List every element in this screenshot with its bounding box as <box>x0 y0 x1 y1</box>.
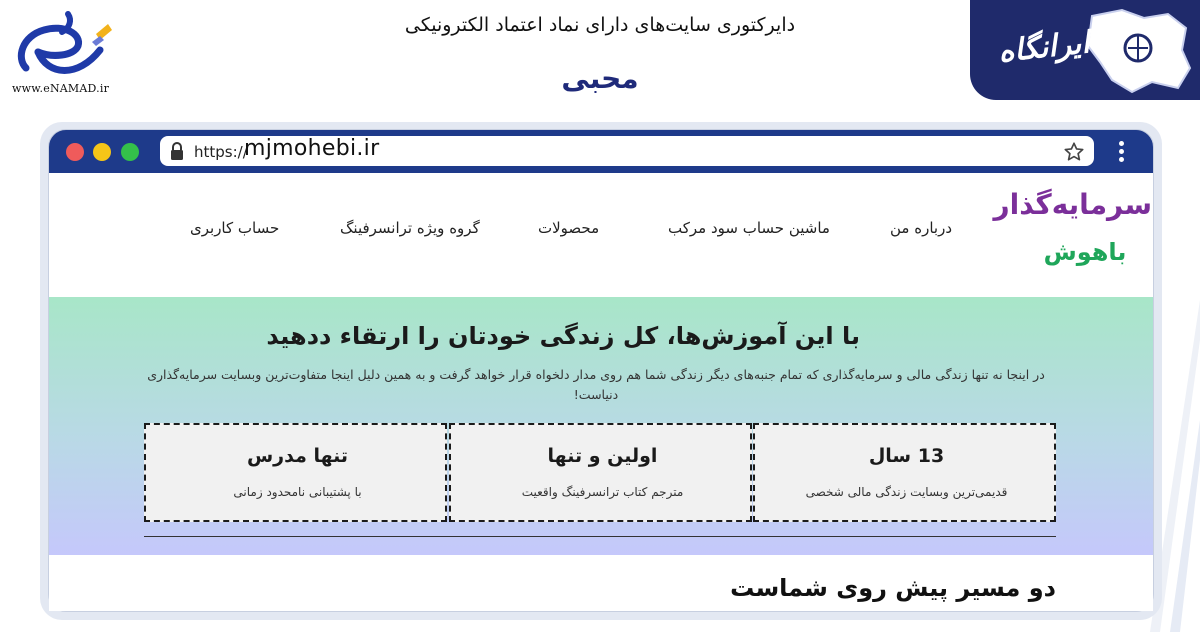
section-title: دو مسیر پیش روی شماست <box>730 574 1056 602</box>
feature-card-title: اولین و تنها <box>547 445 658 467</box>
lock-icon[interactable] <box>170 141 184 161</box>
site-name-heading: محبی <box>561 62 639 95</box>
nav-compound-calculator[interactable]: ماشین حساب سود مرکب <box>668 219 830 237</box>
irangah-logo-text: ایرانگاه <box>996 25 1092 70</box>
hero-description: در اینجا نه تنها زندگی مالی و سرمایه‌گذاری که تمام جنبه‌های دیگر زندگی شما هم روی مدار دلخواه قرار خواهد گرفت و به همین دلیل اینجا متفاوت‌ترین وبسایت سرمایه‌گذاری دنیاست! <box>147 367 1045 402</box>
nav-transurfing-group[interactable]: گروه ویژه ترانسرفینگ <box>340 219 480 237</box>
nav-about[interactable]: درباره من <box>890 219 952 237</box>
feature-card <box>449 423 752 522</box>
maximize-window-button[interactable] <box>121 143 139 161</box>
nav-products[interactable]: محصولات <box>538 219 600 237</box>
hero-title: با این آموزش‌ها، کل زندگی خودتان را ارتقاء ددهید <box>266 322 860 350</box>
url-scheme[interactable]: https:// <box>194 143 248 161</box>
feature-card-subtitle: با پشتیبانی نامحدود زمانی <box>233 485 362 499</box>
star-icon[interactable] <box>1063 141 1085 163</box>
feature-card-subtitle: مترجم کتاب ترانسرفینگ واقعیت <box>521 485 684 499</box>
directory-title: دایرکتوری سایت‌های دارای نماد اعتماد الکترونیکی <box>404 14 796 36</box>
minimize-window-button[interactable] <box>93 143 111 161</box>
feature-card <box>753 423 1056 522</box>
site-logo-line2[interactable]: باهوش <box>1043 238 1127 266</box>
site-logo-line1[interactable]: سرمایه‌گذار <box>993 188 1152 221</box>
feature-card-subtitle: قدیمی‌ترین وبسایت زندگی مالی شخصی <box>805 485 1008 499</box>
feature-card-title: 13 سال <box>868 445 945 467</box>
kebab-menu-icon[interactable] <box>1116 139 1126 165</box>
url-domain[interactable]: mjmohebi.ir <box>244 136 380 161</box>
close-window-button[interactable] <box>66 143 84 161</box>
divider <box>144 536 1056 537</box>
feature-card <box>144 423 447 522</box>
enamad-url[interactable]: www.eNAMAD.ir <box>12 82 110 95</box>
feature-card-title: تنها مدرس <box>246 445 349 467</box>
nav-user-account[interactable]: حساب کاربری <box>190 219 280 237</box>
